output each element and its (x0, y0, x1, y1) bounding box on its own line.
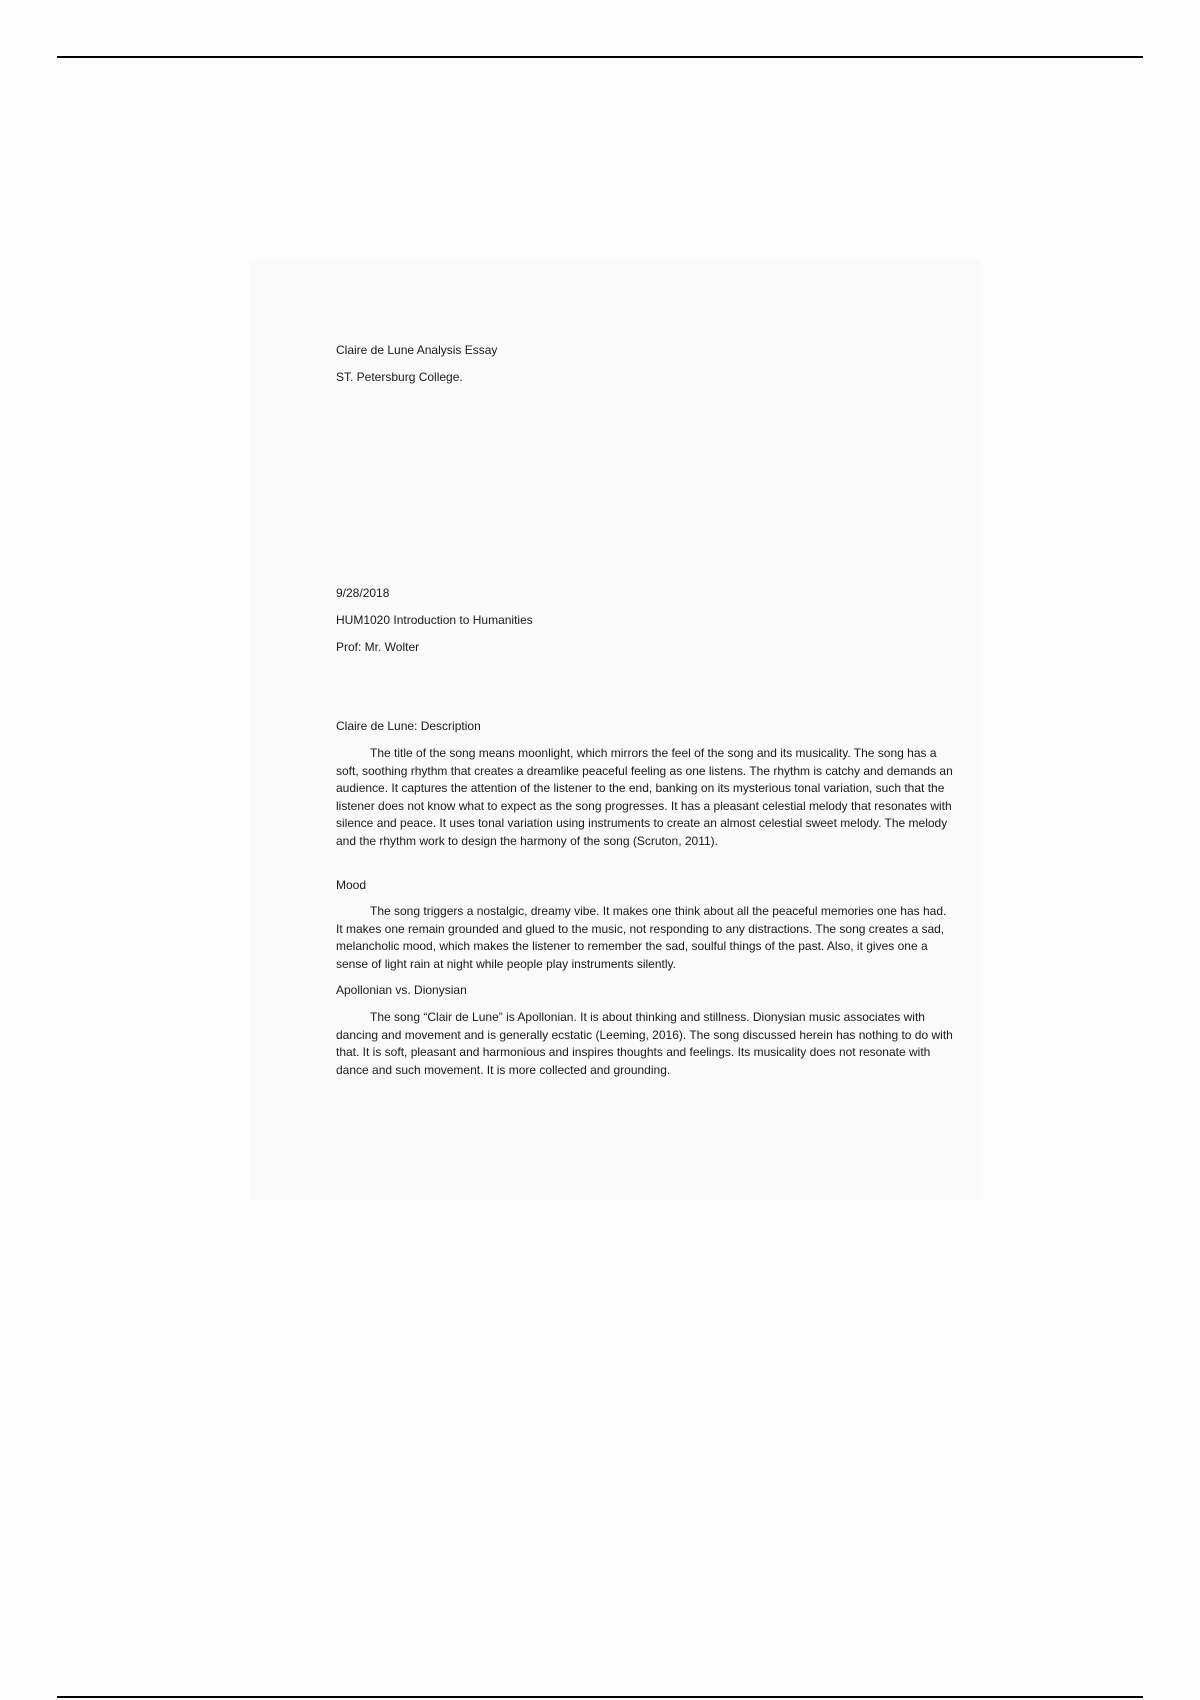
paragraph-description: The title of the song means moonlight, which mirrors the feel of the song and its musicality. The song has a soft, soothing rhythm that creates a dreamlike peaceful feeling as one listens. The rhythm is catchy and demands an audience. It captures the attention of the listener to the end, banking on its mysterious tonal variation, such that the listener does not know what to expect as the song progresses. It has a pleasant celestial melody that resonates with silence and peace. It uses tonal variation using instruments to create an almost celestial sweet melody. The melody and the rhythm work to design the harmony of the song (Scruton, 2011). (336, 746, 953, 848)
bottom-rule (57, 1696, 1143, 1698)
section-heading-mood: Mood (336, 878, 367, 892)
section-heading-apollonian: Apollonian vs. Dionysian (336, 983, 467, 997)
section-heading-description: Claire de Lune: Description (336, 719, 481, 733)
essay-title: Claire de Lune Analysis Essay (336, 343, 498, 357)
top-rule (57, 56, 1143, 58)
paragraph-apollonian: The song “Clair de Lune” is Apollonian. It is about thinking and stillness. Dionysian music associates with dancing and movement and is generally ecstatic (Leeming, 2016). The song discussed herein has nothing to do with that. It is soft, pleasant and harmonious and inspires thoughts and feelings. Its musicality does not resonate with dance and such movement. It is more collected and grounding. (336, 1010, 953, 1077)
institution: ST. Petersburg College. (336, 370, 463, 384)
professor-name: Prof: Mr. Wolter (336, 640, 420, 654)
course-name: HUM1020 Introduction to Humanities (336, 613, 533, 627)
paragraph-mood: The song triggers a nostalgic, dreamy vibe. It makes one think about all the peaceful memories one has had. It makes one remain grounded and glued to the music, not responding to any distractions. The song creates a sad, melancholic mood, which makes the listener to remember the sad, soulful things of the past. Also, it gives one a sense of light rain at night while people play instruments silently. (336, 904, 947, 971)
essay-date: 9/28/2018 (336, 586, 390, 600)
